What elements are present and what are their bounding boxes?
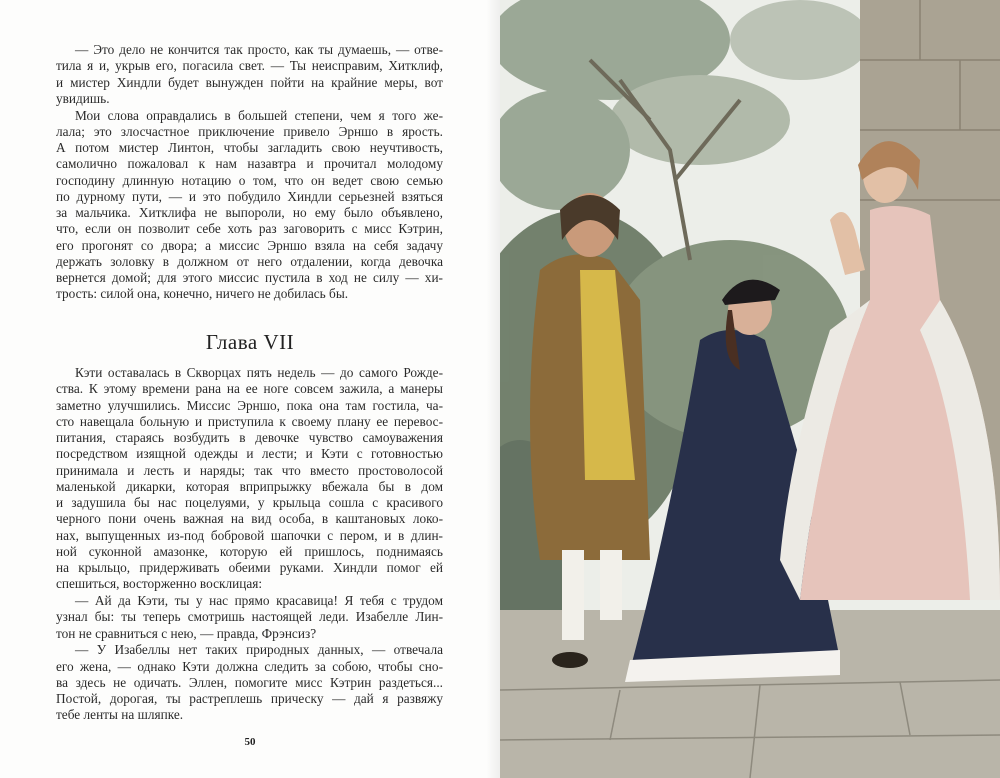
text-line: на крыльцо, придерживать обеими руками. Хиндли помог ей [56,560,443,575]
text-line: ва здесь не одичать. Эллен, помогите мисс Кэтрин раздеться... [56,674,443,690]
text-line: его жена, — однако Кэти должна следить за собою, чтобы сно- [56,658,443,674]
paragraph-first-line: Мои слова оправдались в большей степени, чем я того же- [75,107,443,123]
text-line: А потом мистер Линтон, чтобы загладить свою неучтивость, [56,140,443,155]
text-line: увидишь. [56,90,110,106]
text-line: вернется домой; для этого миссис пустила в ход не силу — хи- [56,270,443,285]
text-line: нах, выпущенных из-под бобровой шапочки с пером, и в длин- [56,527,443,543]
text-line: заметно улучшились. Миссис Эрншо, пока она там гостила, ча- [56,397,443,413]
text-line: лала; это злосчастное приключение привело Эрншо в ярость. [56,123,443,139]
text-line: ной суконной амазонке, которую ей пришлось, поднимаясь [56,543,443,559]
text-line: сто навещала больную и приступила к своему плану ее перевос- [56,413,443,429]
paragraph-first-line: Кэти оставалась в Скворцах пять недель — до самого Рожде- [75,365,443,380]
text-line: за мальчика. Хитклифа не выпороли, но ему было объявлено, [56,205,443,220]
paragraph-first-line: — Это дело не кончится так просто, как ты думаешь, — отве- [75,42,443,57]
text-line: питания, стараясь возбудить в девочке чувство самоуважения [56,430,443,445]
text-line: тила я и, укрыв его, погасила свет. — Ты неисправим, Хитклиф, [56,58,443,74]
chapter-title: Глава VII [205,330,295,354]
page-number: 50 [244,736,256,748]
illustration-page [500,0,1000,778]
text-line: трость: силой она, конечно, ничего не добилась бы. [56,286,349,302]
text-line: держать золовку в должном от него отдалении, когда девочка [56,253,443,269]
text-line: что, если он позволит себе хоть раз заговорить с мисс Кэтрин, [56,221,443,237]
gutter-shadow [486,0,500,778]
illustration [500,0,1000,778]
text-line: и задушила бы нас поцелуями, у крыльца сошла с красивого [56,495,443,510]
text-line: господину длинную нотацию о том, что он ведет свою семью [56,172,443,188]
paragraph-first-line: — Ай да Кэти, ты у нас прямо красавица! Я тебя с трудом [75,593,443,608]
text-line: маленькой дикарки, которая вприпрыжку вбежала бы в дом [56,478,443,494]
text-line: его прогонят со двора; а миссис Эрншо взяла на себя задачу [56,237,443,253]
text-line: Постой, дорогая, ты растреплешь прическу — дай я развяжу [56,691,443,706]
text-line: ства. К этому времени рана на ее ноге совсем зажила, а манеры [56,381,443,397]
text-line: узнал бы: ты теперь смотришь настоящей леди. Изабелле Лин- [56,609,443,625]
text-line: черного пони очень важная на вид особа, в каштановых локо- [56,511,443,527]
paragraph-first-line: — У Изабеллы нет таких природных данных, — отвечала [75,642,443,658]
text-line: посредством изящной одежды и лести; и Кэти с готовностью [56,446,443,462]
text-line: тебе ленты на шляпке. [56,707,184,723]
text-line: и мистер Хиндли будет вынужден пойти на крайние меры, вот [56,74,443,90]
text-line: по дурному пути, — и это побудило Хиндли серьезней взяться [56,188,443,204]
text-line: спешиться, восторженно восклицая: [56,576,263,592]
text-line: принимала и лесть и наряды; так что вместо простоволосой [56,462,443,478]
text-line: тон не сравниться с нею, — правда, Фрэнсиз? [56,625,317,641]
text-line: самолично пожаловал к нам назавтра и прочитал молодому [56,156,443,172]
